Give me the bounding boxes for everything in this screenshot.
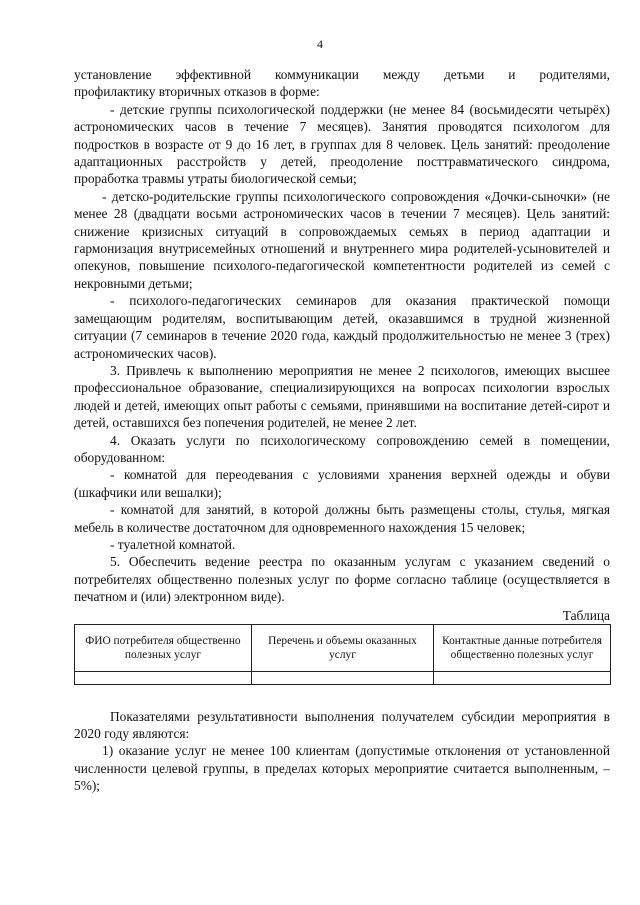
paragraph-item-4: 4. Оказать услуги по психологическому сопровождению семей в помещении, оборудованном:: [74, 432, 610, 465]
paragraph-seminars: - психолого-педагогических семинаров для оказания практической помощи замещающим родителям, воспитывающим детей, оказавшимся в трудной жизненной ситуации (7 семинаров в течение 2020 года, каждый продолжительностью не менее 3 (трех) астрономических часов).: [74, 293, 610, 361]
paragraph-parent-child-groups: - детско-родительские группы психологического сопровождения «Дочки-сыночки» (не менее 28 (двадцати восьми астрономических часов в течении 7 месяцев). Цель занятий: снижение кризисных ситуаций в сопровождаемых семьях в период адаптации и гармонизация внутрисемейных отношений и внутреннего мира родителей-усыновителей и опекунов, повышение психолого-педагогической компетентности родителей из семей с некровными детьми;: [74, 188, 610, 291]
page-number: 4: [317, 37, 323, 51]
table-cell: [75, 671, 252, 684]
paragraph-indicator-1: 1) оказание услуг не менее 100 клиентам (допустимые отклонения от установленной численности целевой группы, в пределах которых мероприятие считается выполненным, – 5%);: [74, 743, 610, 794]
registry-table: [74, 624, 611, 685]
table-caption: Таблица: [562, 607, 610, 623]
paragraph-children-groups: - детские группы психологической поддержки (не менее 84 (восьмидесяти четырёх) астрономических часов в течение 7 месяцев). Занятия проводятся психологом для подростков в возрасте от 9 до 16 лет, в группах для 8 человек. Цель занятий: преодоление адаптационных расстройств у детей, преодоление посттравматического синдрома, проработка травмы утраты биологической семьи;: [74, 101, 610, 187]
paragraph-indicators: Показателями результативности выполнения получателем субсидии мероприятия в 2020 году являются:: [74, 708, 610, 741]
paragraph-item-3: 3. Привлечь к выполнению мероприятия не менее 2 психологов, имеющих высшее профессиональное образование, специализирующихся на вопросах психологии взрослых людей и детей, имеющих опыт работы с семьями, принявшими на воспитание детей-сирот и детей, оставшихся без попечения родителей, не менее 2 лет.: [74, 362, 610, 431]
table-cell: [251, 671, 433, 684]
table-header-contacts: Контактные данные потребителя общественно полезных услуг: [434, 624, 611, 671]
table-cell: [434, 671, 611, 684]
paragraph-item-5: 5. Обеспечить ведение реестра по оказанным услугам с указанием сведений о потребителях общественно полезных услуг по форме согласно таблице (осуществляется в печатном и (или) электронном виде).: [74, 554, 610, 605]
paragraph-class-room: - комнатой для занятий, в которой должны быть размещены столы, стулья, мягкая мебель в количестве достаточном для одновременного нахождения 15 человек;: [74, 502, 610, 535]
table-header-services: Перечень и объемы оказанных услуг: [251, 624, 433, 671]
paragraph-intro-line2: профилактику вторичных отказов в форме:: [74, 84, 320, 100]
table-header-row: [75, 624, 611, 671]
paragraph-changing-room: - комнатой для переодевания с условиями хранения верхней одежды и обуви (шкафчики или вешалки);: [74, 467, 610, 500]
table-header-name: ФИО потребителя общественно полезных услуг: [75, 624, 252, 671]
document-body: [74, 66, 610, 795]
paragraph-toilet: - туалетной комнатой.: [110, 536, 236, 552]
paragraph-intro-line1: установление эффективной коммуникации между детьми и родителями,: [74, 67, 610, 82]
table-row: [75, 671, 611, 684]
